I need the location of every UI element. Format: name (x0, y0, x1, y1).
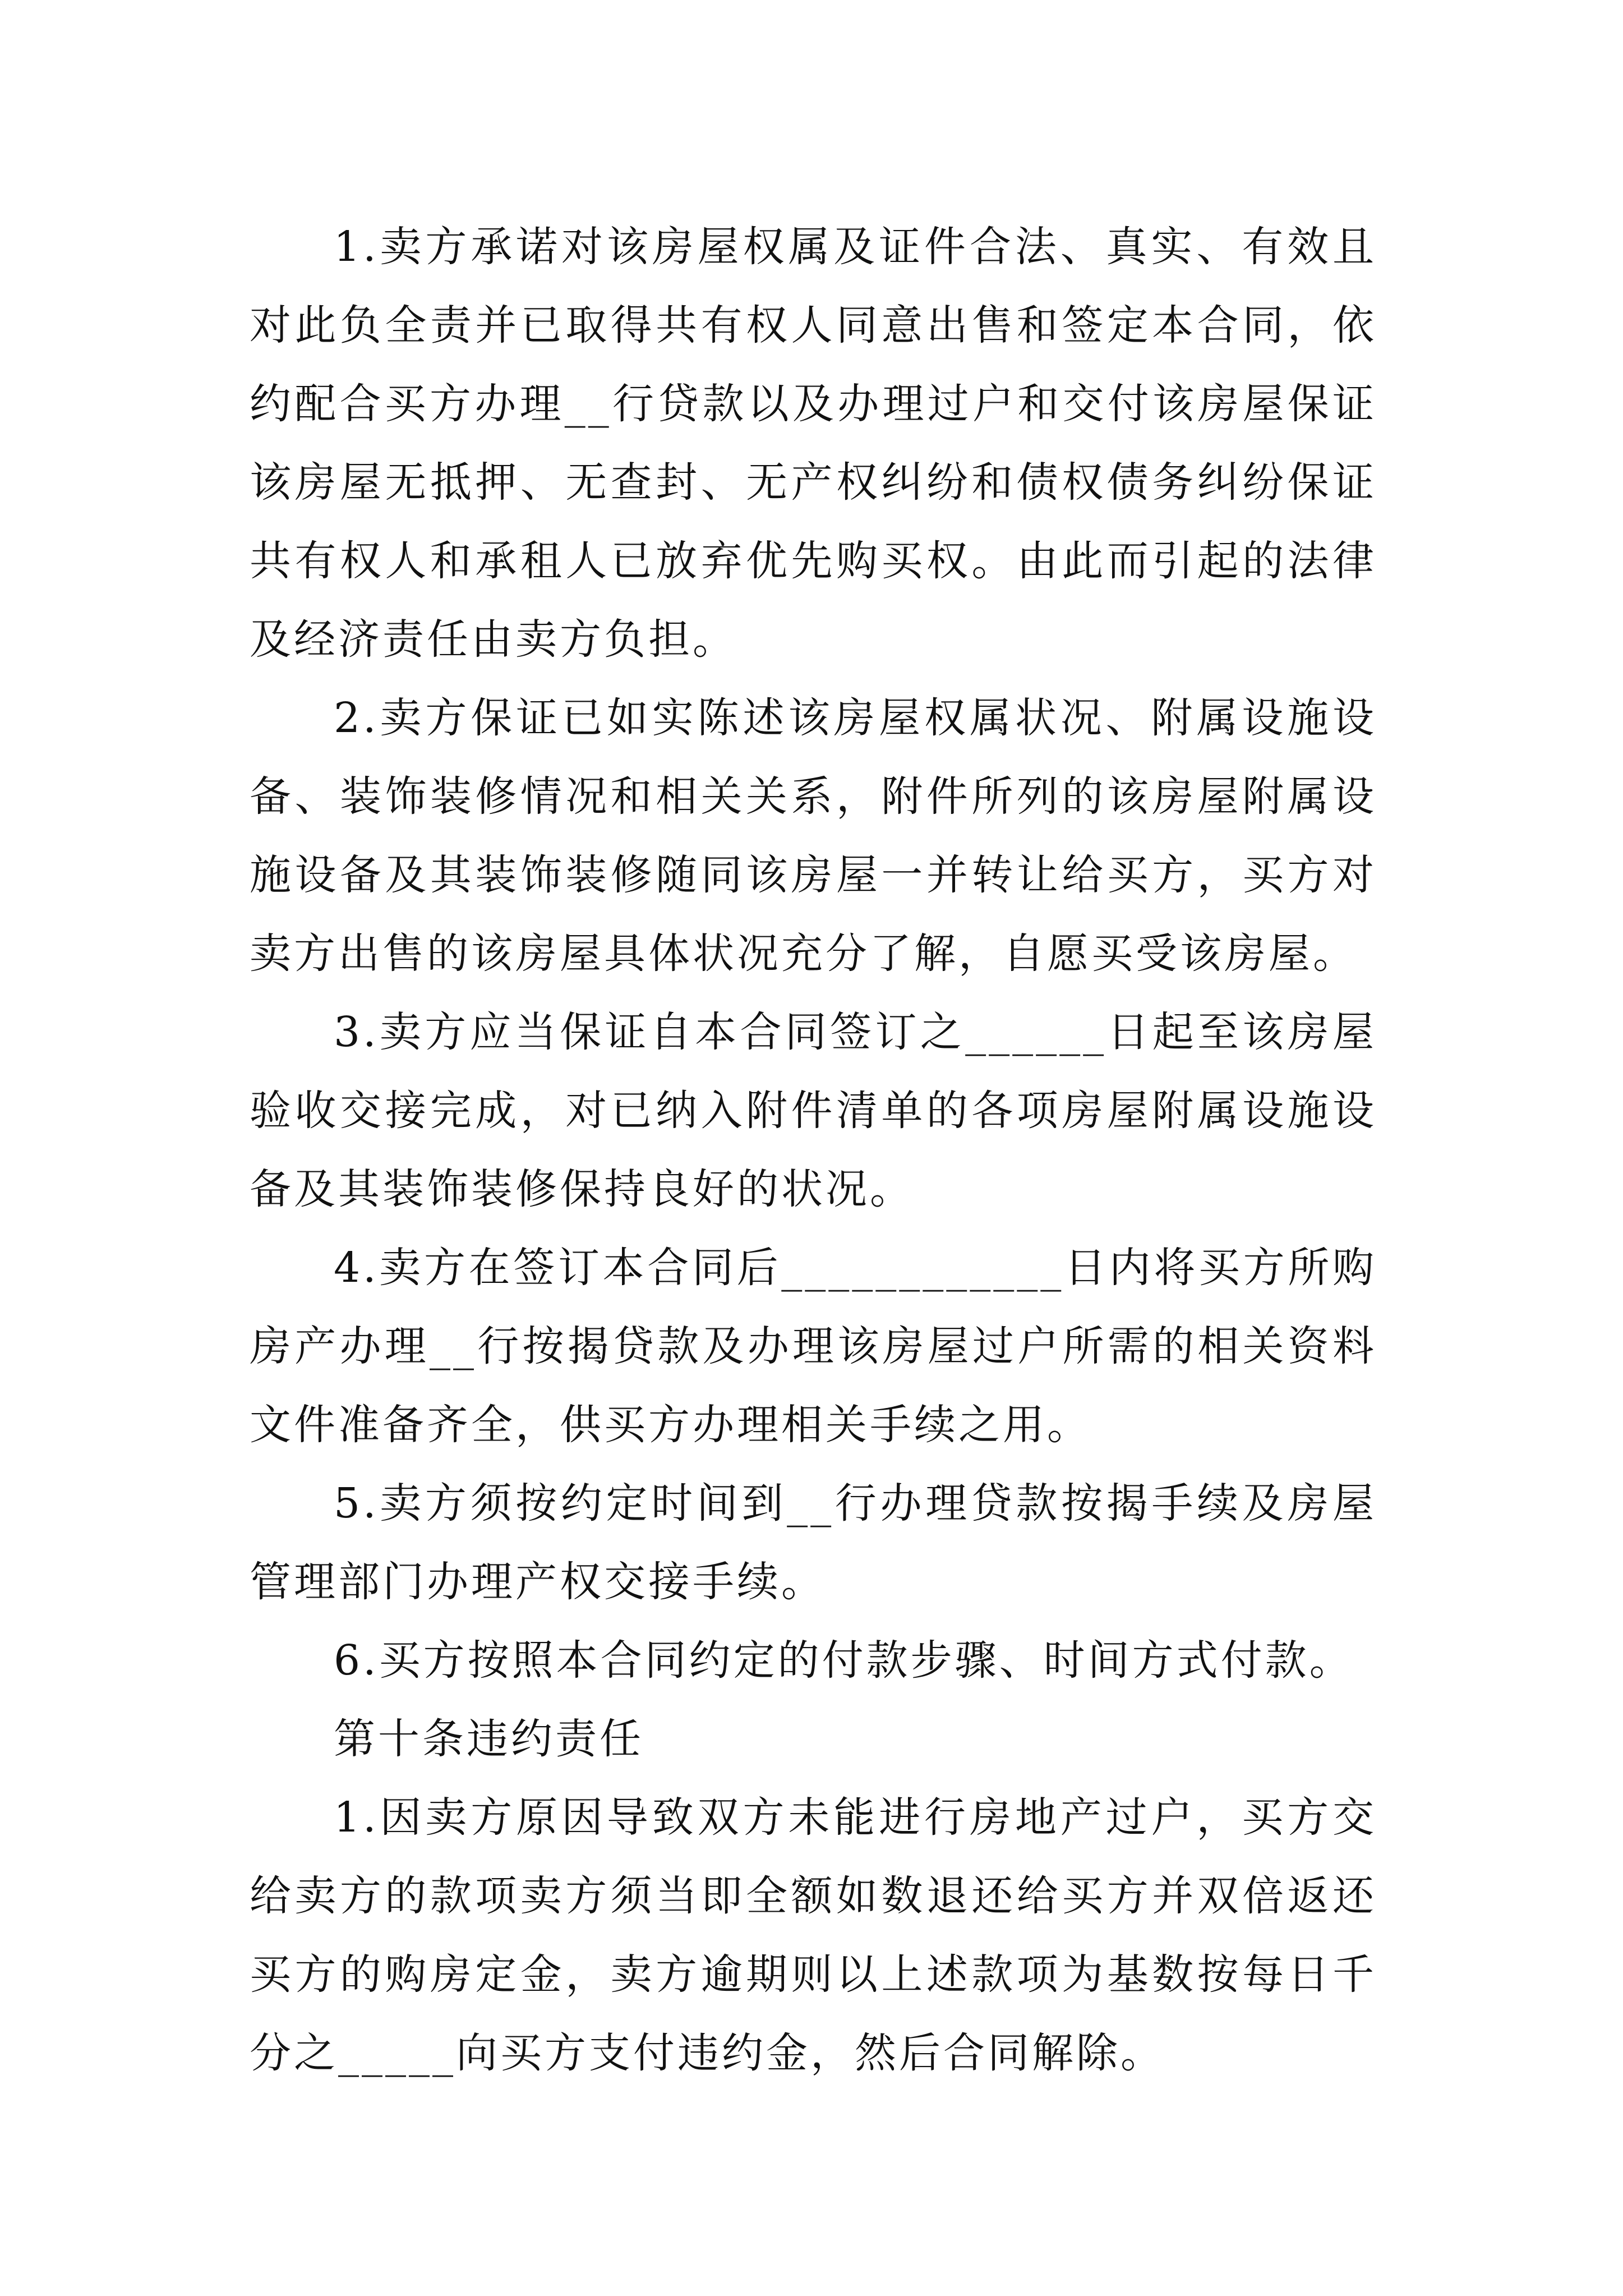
clause-mortgage-procedures: 5.卖方须按约定时间到__行办理贷款按揭手续及房屋管理部门办理产权交接手续。 (250, 1479, 1377, 1606)
document-body (250, 208, 1377, 2092)
clause-seller-disclosure: 2.卖方保证已如实陈述该房屋权属状况、附属设施设备、装饰装修情况和相关关系，附件所列的该房屋附属设施设备及其装饰装修随同该房屋一并转让给买方，买方对卖方出售的该房屋具体状况充分了解，自愿买受该房屋。 (250, 694, 1377, 978)
clause-property-maintenance: 3.卖方应当保证自本合同签订之______日起至该房屋验收交接完成，对已纳入附件清单的各项房屋附属设施设备及其装饰装修保持良好的状况。 (250, 1008, 1377, 1213)
clause-seller-breach: 1.因卖方原因导致双方未能进行房地产过户，买方交给卖方的款项卖方须当即全额如数退还给买方并双倍返还买方的购房定金，卖方逾期则以上述款项为基数按每日千分之_____向买方支付违约金，然后合同解除。 (250, 1793, 1377, 2077)
clause-buyer-payment: 6.买方按照本合同约定的付款步骤、时间方式付款。 (334, 1636, 1354, 1685)
section-heading-breach-liability: 第十条违约责任 (334, 1715, 644, 1763)
clause-seller-ownership-guarantee: 1.卖方承诺对该房屋权属及证件合法、真实、有效且对此负全责并已取得共有权人同意出售和签定本合同，依约配合买方办理__行贷款以及办理过户和交付该房屋保证该房屋无抵押、无查封、无产权纠纷和债权债务纠纷保证共有权人和承租人已放弃优先购买权。由此而引起的法律及经济责任由卖方负担。 (250, 223, 1377, 664)
clause-document-preparation: 4.卖方在签订本合同后____________日内将买方所购房产办理__行按揭贷款及办理该房屋过户所需的相关资料文件准备齐全，供买方办理相关手续之用。 (250, 1244, 1377, 1449)
